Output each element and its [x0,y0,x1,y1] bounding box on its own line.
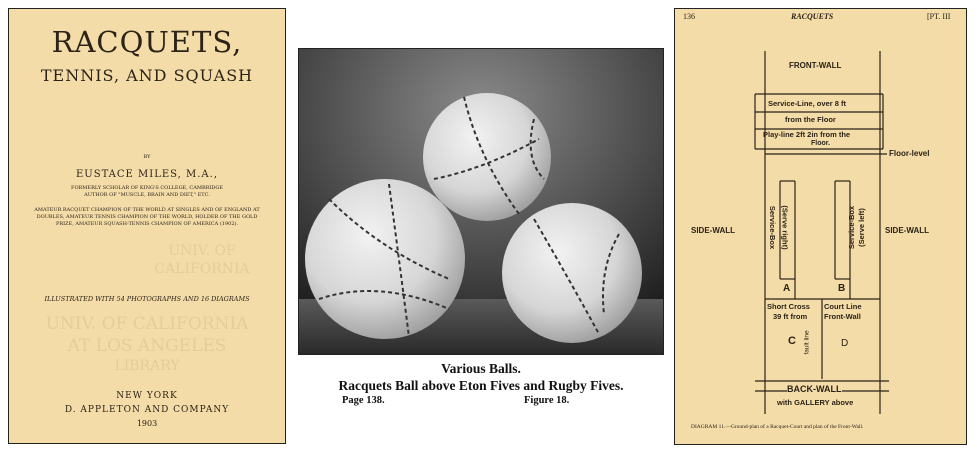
title-page-panel [8,8,286,444]
champion-line-3: PRIZE, AMATEUR SQUASH-TENNIS CHAMPION OF AMERICA (1902). [55,221,239,227]
court-diagram-page [674,8,967,445]
service-box-left-label-1: Service-Box [768,205,778,250]
credential-line-2: AUTHOR OF "MUSCLE, BRAIN AND DIET," ETC. [84,192,210,198]
library-stamp-line-4: AT LOS ANGELES [67,336,227,356]
library-stamp-line-1: UNIV. OF [168,243,236,259]
publication-year: 1903 [136,419,158,428]
caption-title: Various Balls. [441,361,521,376]
diagram-caption: DIAGRAM 11.—Ground-plan of a Racquet-Court and plan of the Front-Wall. [691,424,864,430]
service-box-right-label-2: (Serve left) [856,208,866,247]
caption-description: Racquets Ball above Eton Fives and Rugby Fives. [338,378,624,393]
side-wall-left-label: SIDE-WALL [691,226,735,235]
champion-line-2: DOUBLES, AMATEUR TENNIS CHAMPION OF THE WORLD, HOLDER OF THE GOLD [36,214,258,220]
illustrated-line: ILLUSTRATED WITH 54 PHOTOGRAPHS AND 16 DIAGRAMS [44,295,250,303]
side-wall-right-label: SIDE-WALL [885,226,929,235]
photo-caption [298,360,664,408]
library-stamp-line-5: LIBRARY [114,358,180,374]
publisher-name: D. APPLETON AND COMPANY [64,405,230,415]
service-box-left-label-2: (Serve right) [780,205,790,250]
book-title-line1: RACQUETS, [51,25,243,59]
library-stamp-line-3: UNIV. OF CALIFORNIA [45,314,249,334]
service-line-label-1: Service-Line, over 8 ft [768,99,846,108]
by-label: BY [143,154,151,160]
service-box-right-label-1: Service-Box [847,205,857,250]
book-title-line2: TENNIS, AND SQUASH [40,66,254,85]
court-line-label-1: Court Line [824,302,862,311]
fault-line-label: fault line [803,330,811,355]
front-wall-label: FRONT-WALL [789,61,842,70]
caption-page: Page 138. [342,395,385,406]
racquets-ball [423,93,551,221]
part-label: [PT. III [927,12,951,21]
gallery-label: with GALLERY above [777,398,854,407]
play-line-label-2: Floor. [811,140,831,147]
balls-photo-image [299,49,663,354]
box-a-label: A [783,283,791,294]
rugby-fives-ball [305,179,465,339]
box-b-label: B [838,283,846,294]
champion-line-1: AMATEUR RACQUET CHAMPION OF THE WORLD AT SINGLES AND OF ENGLAND AT [34,207,260,213]
publisher-city: NEW YORK [116,391,178,401]
short-cross-label-1: Short Cross [767,302,810,311]
court-line-label-2: Front-Wall [824,312,861,321]
floor-level-label: Floor-level [889,149,930,158]
caption-figure: Figure 18. [524,395,570,406]
box-c-label: C [788,335,796,347]
running-head: RACQUETS [791,12,834,21]
library-stamp-line-2: CALIFORNIA [154,261,250,277]
eton-fives-ball [502,203,642,343]
short-cross-label-2: 39 ft from [773,312,808,321]
credential-line-1: FORMERLY SCHOLAR OF KING'S COLLEGE, CAMBRIDGE [70,185,224,191]
service-line-label-2: from the Floor [785,115,836,124]
balls-photograph [298,48,664,355]
page-number: 136 [683,12,695,21]
box-d-label: D [841,338,849,349]
play-line-label-1: Play-line 2ft 2in from the [763,130,851,139]
back-wall-label: BACK-WALL [787,384,842,394]
author-name: EUSTACE MILES, M.A., [75,169,219,180]
